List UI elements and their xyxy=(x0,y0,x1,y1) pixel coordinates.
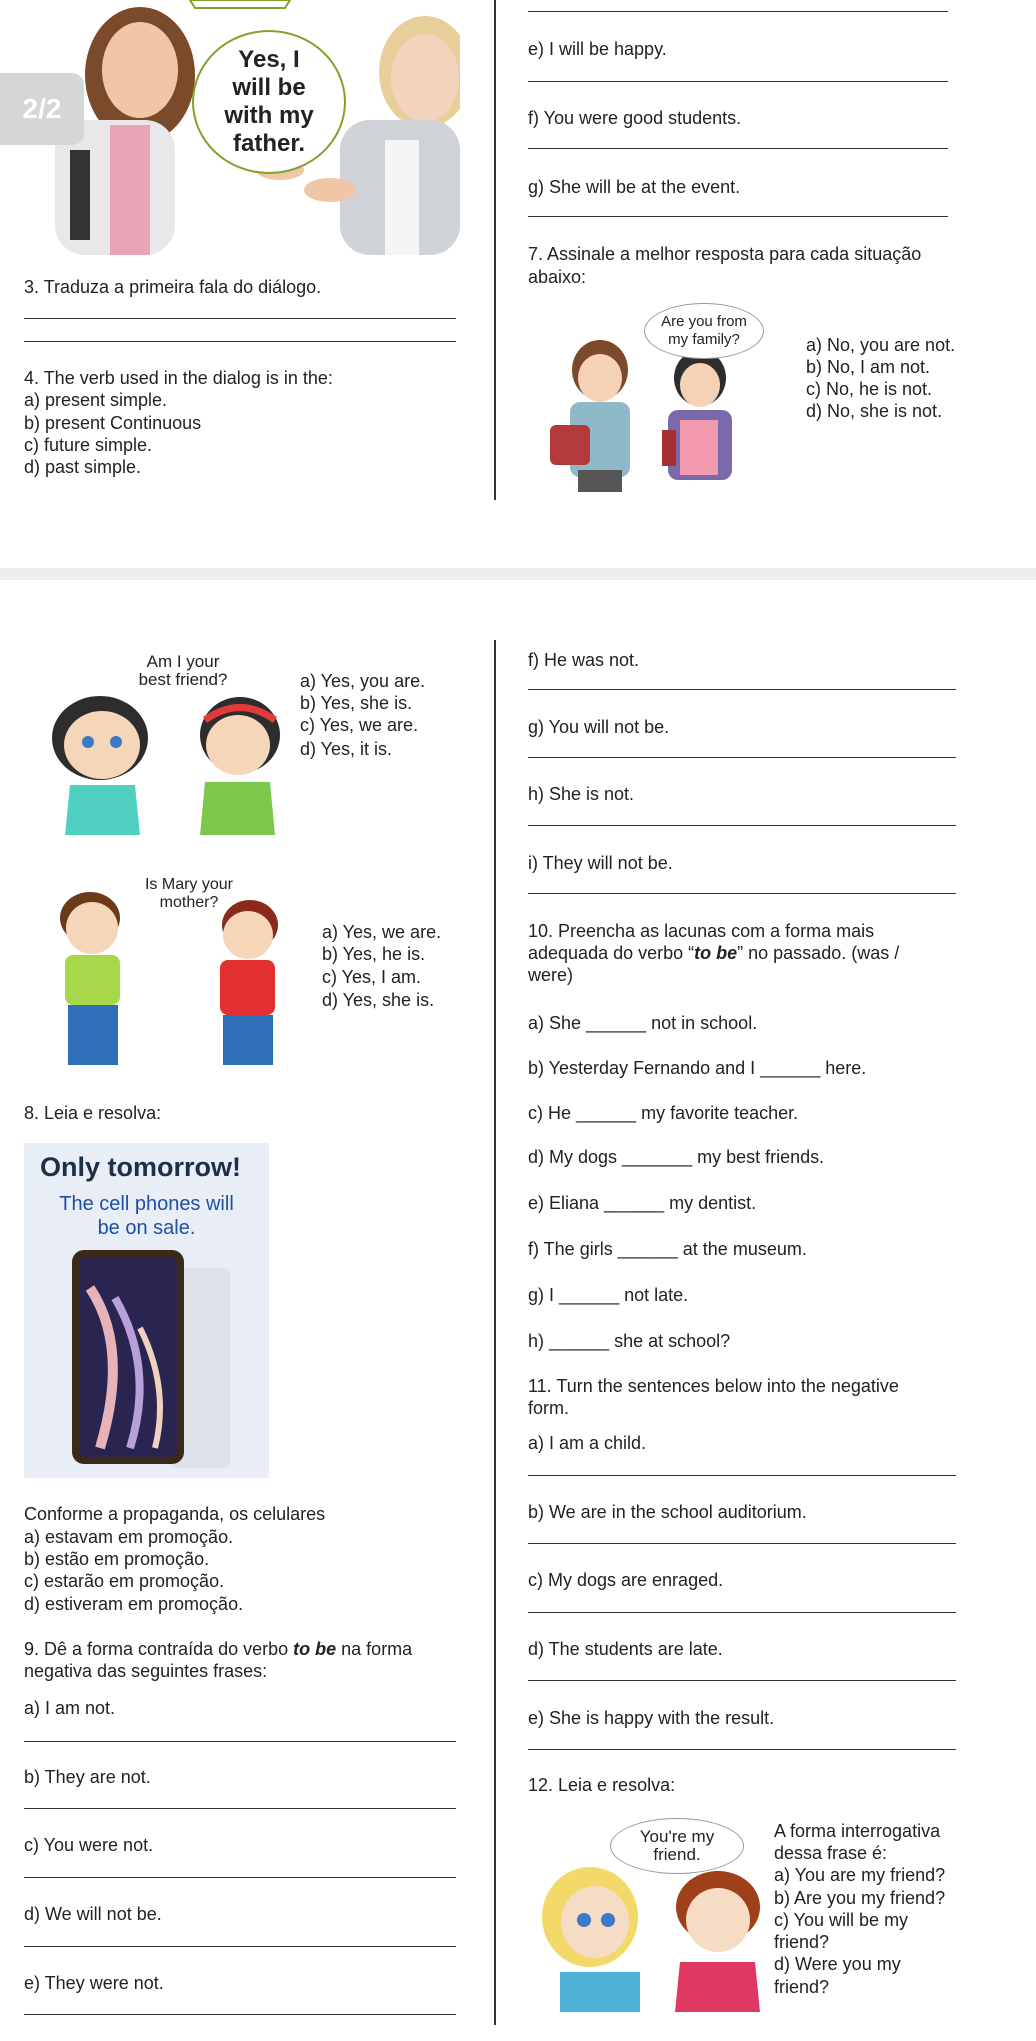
answer-line xyxy=(528,893,956,894)
option: d) Yes, it is. xyxy=(300,739,393,759)
question-8-title: 8. Leia e resolva: xyxy=(24,1103,162,1123)
question-3: 3. Traduza a primeira fala do diálogo. xyxy=(24,277,322,297)
page-separator xyxy=(0,568,1036,580)
ad-title: Only tomorrow! xyxy=(40,1152,241,1182)
fill-item xyxy=(528,1102,798,1124)
question-12-title: 12. Leia e resolva: xyxy=(528,1775,676,1795)
exercise-item: f) He was not. xyxy=(528,650,640,670)
question-9-text: 9. Dê a forma contraída do verbo xyxy=(24,1639,294,1659)
fill-text: not in school. xyxy=(646,1013,758,1033)
option: a) estavam em promoção. xyxy=(24,1527,234,1547)
exercise-item: b) We are in the school auditorium. xyxy=(528,1502,807,1522)
fill-item xyxy=(528,1238,807,1260)
answer-line xyxy=(528,1543,956,1544)
question-7-line: abaixo: xyxy=(528,267,587,287)
answer-line xyxy=(24,318,456,319)
exercise-item: a) I am not. xyxy=(24,1698,116,1718)
exercise-item: i) They will not be. xyxy=(528,853,673,873)
option: a) Yes, we are. xyxy=(322,922,442,942)
bubble-line: best friend? xyxy=(138,670,228,689)
boys-illustration xyxy=(40,880,280,1070)
question-12-line: dessa frase é: xyxy=(774,1843,888,1863)
exercise-item: d) We will not be. xyxy=(24,1904,162,1924)
fill-text: at the museum. xyxy=(677,1239,807,1259)
answer-line xyxy=(24,341,456,342)
question-4: 4. The verb used in the dialog is in the: xyxy=(24,368,333,388)
friends-illustration xyxy=(540,1862,770,2012)
option: d) past simple. xyxy=(24,457,142,477)
option: a) Yes, you are. xyxy=(300,671,426,691)
fill-blank[interactable]: ______ xyxy=(760,1058,821,1078)
option: a) present simple. xyxy=(24,390,168,410)
answer-line xyxy=(24,1741,456,1742)
fill-blank[interactable]: ______ xyxy=(586,1013,647,1033)
answer-line xyxy=(528,81,948,82)
option: c) No, he is not. xyxy=(806,379,933,399)
ad-subtitle xyxy=(24,1192,269,1240)
fill-text: a) She xyxy=(528,1013,587,1033)
answer-line xyxy=(528,1612,956,1613)
option: c) Yes, we are. xyxy=(300,715,419,735)
option: b) Yes, she is. xyxy=(300,693,413,713)
exercise-item: h) She is not. xyxy=(528,784,635,804)
option: friend? xyxy=(774,1932,830,1952)
bubble-line: mother? xyxy=(159,894,219,911)
question-10-verb: to be xyxy=(694,943,738,963)
question-12-line: A forma interrogativa xyxy=(774,1821,941,1841)
speech-bubble xyxy=(644,303,764,359)
question-9-line xyxy=(24,1638,412,1660)
answer-line xyxy=(528,825,956,826)
option: d) No, she is not. xyxy=(806,401,943,421)
fill-blank[interactable]: ______ xyxy=(604,1193,665,1213)
question-10-text: ” no passado. (was / xyxy=(737,943,900,963)
option: c) You will be my xyxy=(774,1910,909,1930)
exercise-item: a) I am a child. xyxy=(528,1433,647,1453)
option: d) estiveram em promoção. xyxy=(24,1594,244,1614)
answer-line xyxy=(528,11,948,12)
fill-blank[interactable]: ______ xyxy=(549,1331,610,1351)
fill-blank[interactable]: ______ xyxy=(576,1103,637,1123)
answer-line xyxy=(24,1808,456,1809)
option: a) You are my friend? xyxy=(774,1865,946,1885)
speech-bubble xyxy=(192,30,346,174)
bubble-line: father. xyxy=(232,130,306,157)
exercise-item: e) I will be happy. xyxy=(528,39,667,59)
option: b) No, I am not. xyxy=(806,357,931,377)
fill-text: g) I xyxy=(528,1285,560,1305)
answer-line xyxy=(528,216,948,217)
bubble-line: Yes, I xyxy=(238,46,300,73)
question-10-line xyxy=(528,942,899,964)
exercise-item: c) My dogs are enraged. xyxy=(528,1570,724,1590)
column-divider xyxy=(494,0,496,500)
page-badge: 2/2 xyxy=(0,73,84,145)
ad-subtitle-line: be on sale. xyxy=(97,1217,196,1239)
fill-text: d) My dogs xyxy=(528,1147,623,1167)
bubble-line: You're my xyxy=(639,1827,715,1846)
exercise-item: d) The students are late. xyxy=(528,1639,723,1659)
fill-text: my dentist. xyxy=(664,1193,757,1213)
fill-text: e) Eliana xyxy=(528,1193,605,1213)
question-10-text: adequada do verbo “ xyxy=(528,943,695,963)
exercise-item: f) You were good students. xyxy=(528,108,742,128)
fill-text: here. xyxy=(820,1058,867,1078)
kids-illustration xyxy=(40,690,290,842)
question-9-text: na forma xyxy=(336,1639,413,1659)
phone-illustration xyxy=(70,1248,240,1468)
bubble-line: with my xyxy=(224,102,314,129)
exercise-item: g) She will be at the event. xyxy=(528,177,741,197)
exercise-item: c) You were not. xyxy=(24,1835,154,1855)
exercise-item: g) You will not be. xyxy=(528,717,670,737)
column-divider xyxy=(494,640,496,2025)
fill-text: my best friends. xyxy=(692,1147,825,1167)
answer-line xyxy=(528,148,948,149)
answer-line xyxy=(24,2014,456,2015)
option: c) estarão em promoção. xyxy=(24,1571,225,1591)
fill-item xyxy=(528,1057,866,1079)
answer-line xyxy=(528,1749,956,1750)
exercise-item: e) She is happy with the result. xyxy=(528,1708,775,1728)
bubble-line: Am I your xyxy=(146,652,220,671)
question-9-verb: to be xyxy=(293,1639,337,1659)
option: d) Were you my xyxy=(774,1954,901,1974)
question-7-line: 7. Assinale a melhor resposta para cada situação xyxy=(528,244,922,264)
answer-line xyxy=(528,757,956,758)
answer-line xyxy=(24,1877,456,1878)
ad-subtitle-line: The cell phones will xyxy=(59,1193,234,1215)
fill-item xyxy=(528,1012,757,1034)
fill-blank[interactable]: _______ xyxy=(622,1147,693,1167)
question-10-line: 10. Preencha as lacunas com a forma mais xyxy=(528,921,875,941)
fill-item xyxy=(528,1330,730,1352)
bubble-line: friend. xyxy=(653,1845,701,1864)
option: c) future simple. xyxy=(24,435,153,455)
fill-item xyxy=(528,1146,824,1168)
question-11-line: 11. Turn the sentences below into the negative xyxy=(528,1376,899,1396)
option: c) Yes, I am. xyxy=(322,967,422,987)
option: d) Yes, she is. xyxy=(322,990,435,1010)
fill-text: c) He xyxy=(528,1103,577,1123)
answer-line xyxy=(24,1946,456,1947)
answer-line xyxy=(528,1680,956,1681)
fill-text: b) Yesterday Fernando and I xyxy=(528,1058,761,1078)
question-8: Conforme a propaganda, os celulares xyxy=(24,1504,326,1524)
option: a) No, you are not. xyxy=(806,335,956,355)
fill-text: f) The girls xyxy=(528,1239,618,1259)
option: b) Are you my friend? xyxy=(774,1888,946,1908)
bubble-line: my family? xyxy=(668,331,740,348)
question-11-line: form. xyxy=(528,1398,570,1418)
option: b) estão em promoção. xyxy=(24,1549,210,1569)
bubble-line: Is Mary your xyxy=(144,876,233,893)
answer-line xyxy=(528,689,956,690)
answer-line xyxy=(528,1475,956,1476)
option: b) present Continuous xyxy=(24,413,202,433)
fill-blank[interactable]: ______ xyxy=(559,1285,620,1305)
bubble-line: Are you from xyxy=(661,313,747,330)
fill-item xyxy=(528,1284,688,1306)
fill-text: she at school? xyxy=(609,1331,731,1351)
question-10-line: were) xyxy=(528,965,574,985)
exercise-item: b) They are not. xyxy=(24,1767,151,1787)
fill-text: h) xyxy=(528,1331,550,1351)
bubble-line: will be xyxy=(232,74,306,101)
option: b) Yes, he is. xyxy=(322,944,426,964)
fill-blank[interactable]: ______ xyxy=(617,1239,678,1259)
option: friend? xyxy=(774,1977,830,1997)
exercise-item: e) They were not. xyxy=(24,1973,164,1993)
question-9-line: negativa das seguintes frases: xyxy=(24,1661,268,1681)
fill-item xyxy=(528,1192,756,1214)
fill-text: not late. xyxy=(619,1285,689,1305)
fill-text: my favorite teacher. xyxy=(636,1103,799,1123)
